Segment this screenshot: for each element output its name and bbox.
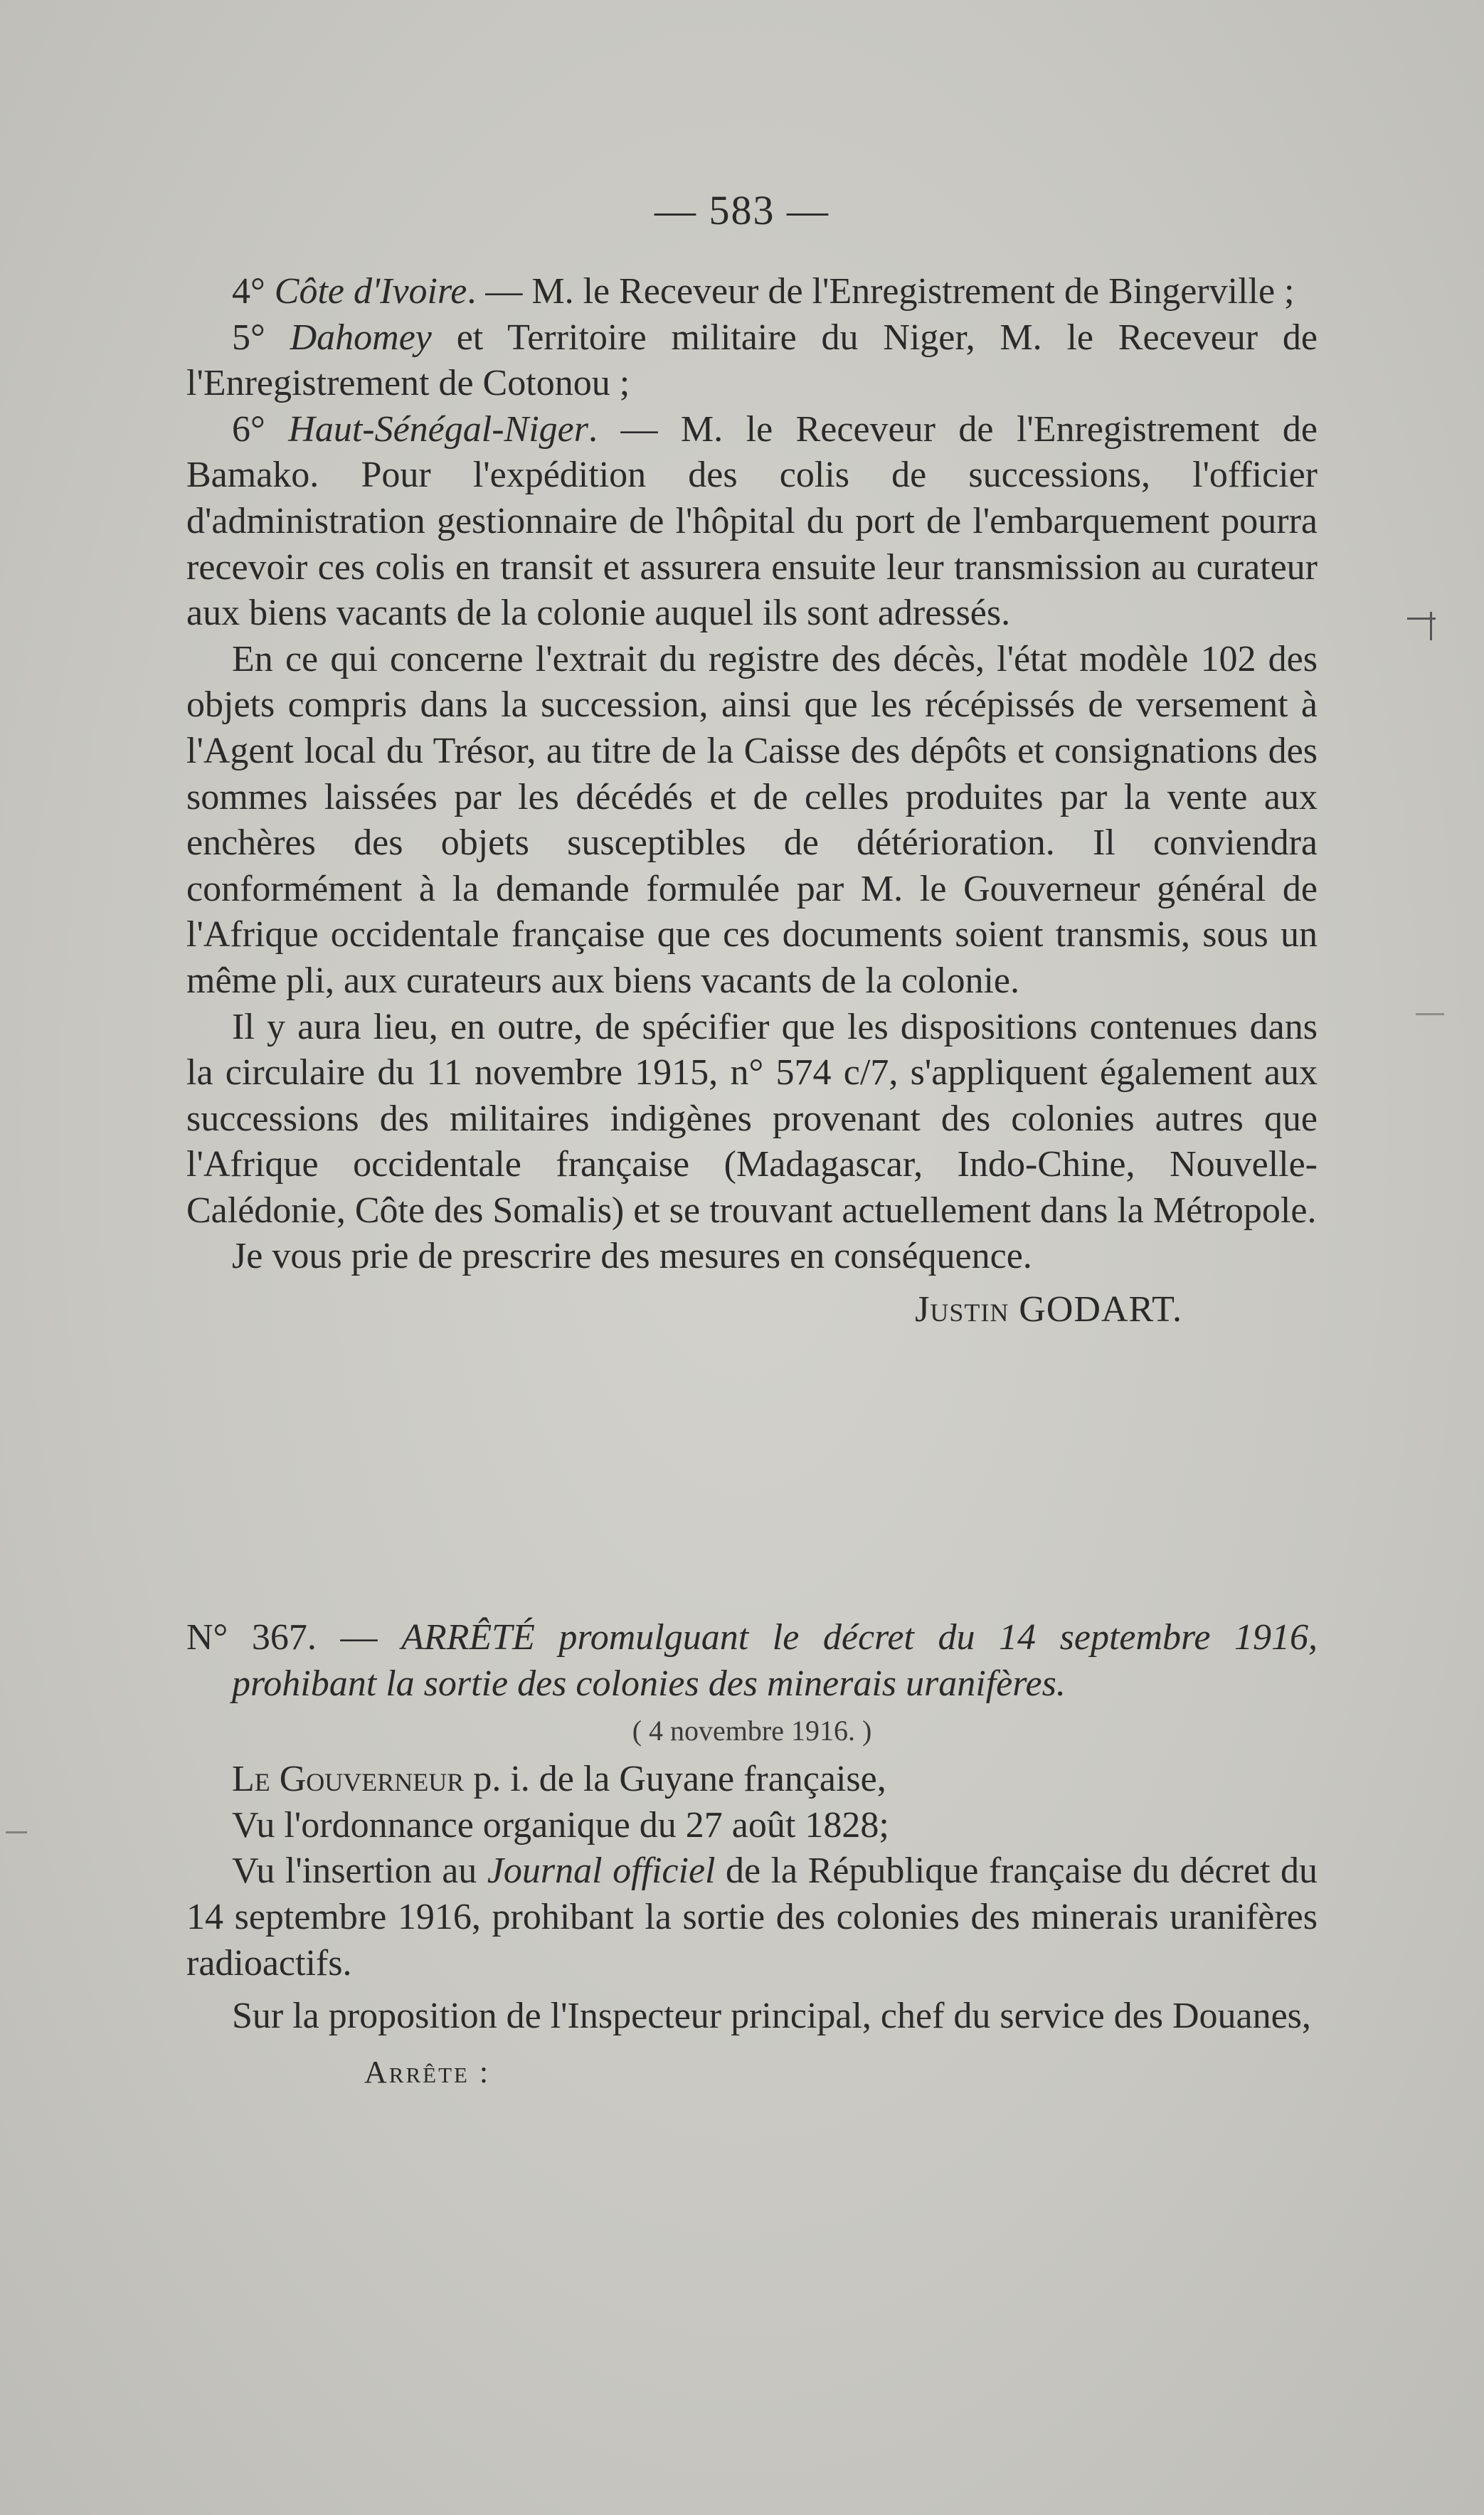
gouverneur-text: p. i. de la Guyane française, — [464, 1759, 886, 1800]
paragraph-dispositions: Il y aura lieu, en outre, de spécifier que les dispositions contenues dans la circulaire du 11 novembre 1915, n° 574 c/7, s'appliquent également aux successions des militaires indigènes provenant des colonies autres que l'Afrique occidentale française (Madagascar, Indo-Chine, Nouvelle-Calédonie, Côte des Somalis) et se trouvant actuellement dans la Métropole. — [186, 1006, 1318, 1231]
arrete-date: ( 4 novembre 1916. ) — [632, 1715, 872, 1747]
list-number: 6° — [232, 408, 289, 450]
gouverneur-line — [186, 1757, 1318, 1803]
arrete-word: Arrête : — [364, 2054, 491, 2090]
place-name: Côte d'Ivoire — [274, 271, 467, 312]
margin-mark — [6, 1831, 27, 1833]
paragraph-dahomey — [186, 315, 1318, 407]
arrete-heading — [186, 1615, 1318, 1707]
paragraph-text: . — M. le Receveur de l'Enregistrement de Bamako. Pour l'expédition des colis de successions, l'officier d'administration gestionnaire de l'hôpital du port de l'embarquement pourra recevoir ces colis en transit et assurera ensuite leur transmission au curateur aux biens vacants de la colonie auquel ils sont adressés. — [186, 408, 1318, 634]
signature: Justin GODART. — [915, 1289, 1182, 1330]
journal-name: Journal officiel — [487, 1850, 716, 1892]
vu-ordonnance: Vu l'ordonnance organique du 27 août 1828; — [232, 1804, 889, 1846]
paragraph-extrait-registre: En ce qui concerne l'extrait du registre des décès, l'état modèle 102 des objets compris dans la succession, ainsi que les récépissés de versement à l'Agent local du Trésor, au titre de la Caisse des dépôts et consignations des sommes laissées par les décédés et de celles produites par la vente aux enchères des objets susceptibles de détérioration. Il conviendra conformément à la demande formulée par M. le Gouverneur général de l'Afrique occidentale française que ces documents soient transmis, sous un même pli, aux curateurs aux biens vacants de la colonie. — [186, 638, 1318, 1001]
place-name: Haut-Sénégal-Niger — [288, 408, 588, 450]
arrete-number: N° 367. — — [186, 1617, 402, 1658]
list-number: 4° — [232, 271, 275, 312]
paragraph-conclusion: Je vous prie de prescrire des mesures en conséquence. — [232, 1236, 1032, 1277]
paragraph-haut-senegal — [186, 407, 1318, 637]
text-column — [186, 269, 1318, 1333]
paragraph-cote-divoire — [186, 269, 1318, 315]
paragraph-text: . — M. le Receveur de l'Enregistrement de Bingerville ; — [467, 271, 1295, 312]
list-number: 5° — [232, 317, 290, 358]
vu-text: de la République française du décret du 14 septembre 1916, prohibant la sortie des colonies des minerais uranifères radioactifs. — [186, 1850, 1318, 1984]
paragraph-text: et Territoire militaire du Niger, M. le Receveur de l'Enregistrement de Cotonou ; — [186, 317, 1318, 404]
vu-text: Vu l'insertion au — [232, 1850, 487, 1892]
place-name: Dahomey — [290, 317, 432, 358]
arrete-title: ARRÊTÉ promulguant le décret du 14 septembre 1916, prohibant la sortie des colonies des minerais uranifères. — [232, 1617, 1318, 1704]
sur-proposition: Sur la proposition de l'Inspecteur principal, chef du service des Douanes, — [232, 1996, 1311, 2037]
arrete-section — [186, 1615, 1318, 2095]
margin-mark — [1416, 1013, 1444, 1015]
margin-mark — [1430, 612, 1432, 640]
vu-insertion — [186, 1848, 1318, 1986]
page-number: — 583 — — [654, 187, 830, 233]
gouverneur-title: Le Gouverneur — [232, 1759, 465, 1800]
